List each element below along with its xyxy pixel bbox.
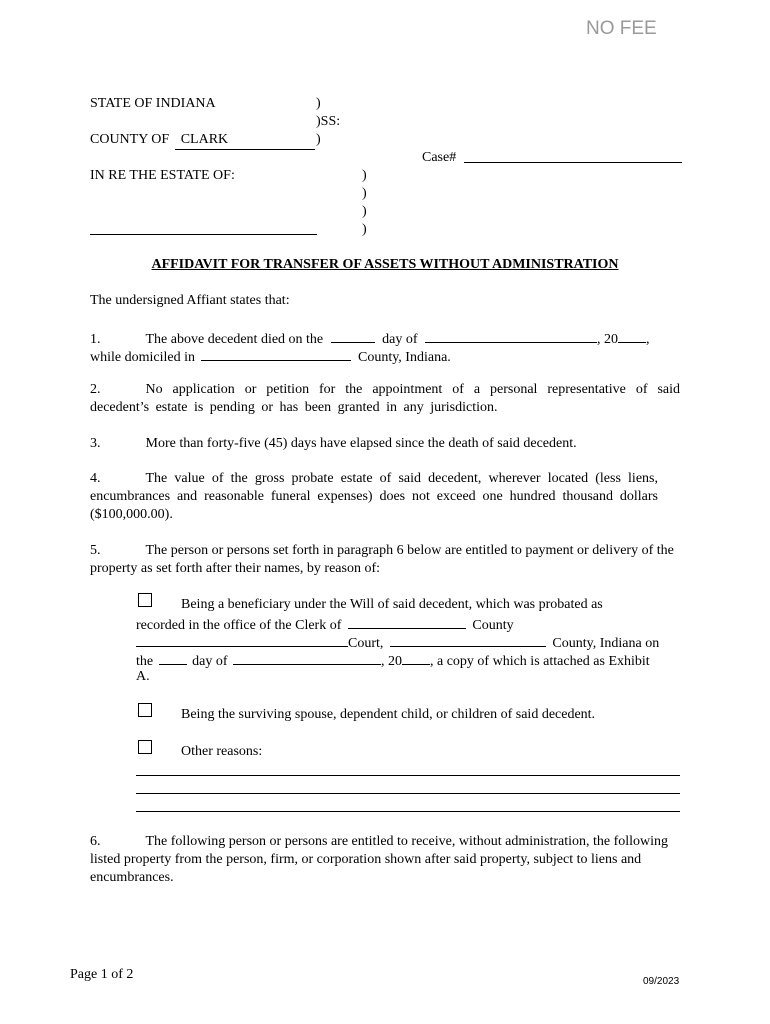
paragraph-2 — [90, 381, 680, 417]
p1-text-f: County, Indiana. — [357, 350, 451, 365]
option-1-text: County — [472, 618, 514, 633]
paragraph-6-text: The following person or persons are entitled to receive, without administration, the following listed property from the person, firm, or corporation shown after said property, subject to liens and encumbrances. — [90, 834, 669, 885]
estate-label: IN RE THE ESTATE OF: — [90, 168, 235, 183]
county-field[interactable] — [175, 131, 315, 150]
intro-text: The undersigned Affiant states that: — [90, 293, 290, 308]
caption-paren: ) — [362, 204, 367, 219]
p1-text-b: day of — [382, 332, 418, 347]
other-reasons-line[interactable] — [136, 793, 680, 794]
paragraph-number: 3. — [90, 436, 101, 451]
probate-day-field[interactable] — [159, 650, 187, 665]
caption-paren: ) — [362, 168, 367, 183]
paragraph-number: 1. — [90, 332, 101, 347]
case-number-field[interactable] — [464, 162, 682, 163]
option-1-text: recorded in the office of the Clerk of — [136, 618, 342, 633]
paragraph-5 — [90, 542, 680, 578]
paragraph-5-text: The person or persons set forth in paragraph 6 below are entitled to payment or delivery of the property as set forth after their names, by reason of: — [90, 543, 674, 576]
no-fee-stamp: NO FEE — [586, 18, 657, 39]
other-reasons-checkbox[interactable] — [138, 740, 152, 754]
option-1-text: County, Indiana on — [552, 636, 660, 651]
p1-text-e: while domiciled in — [90, 350, 195, 365]
paragraph-number: 6. — [90, 834, 101, 849]
probate-year-field[interactable] — [402, 650, 430, 665]
p1-text-d: , — [646, 332, 650, 347]
paragraph-4-text: The value of the gross probate estate of said decedent, wherever located (less liens, encumbrances and reasonable funeral expenses) does not exceed one hundred thousand dollars ($100,000.00). — [90, 471, 658, 522]
probate-month-field[interactable] — [233, 650, 381, 665]
other-reasons-line[interactable] — [136, 811, 680, 812]
option-1-line-1: Being a beneficiary under the Will of said decedent, which was probated as — [181, 597, 603, 612]
court-county-field[interactable] — [390, 632, 546, 647]
p1-text-a: The above decedent died on the — [145, 332, 324, 347]
caption-paren: ) — [316, 96, 321, 111]
option-2-text: Being the surviving spouse, dependent child, or children of said decedent. — [181, 707, 596, 722]
paragraph-number: 5. — [90, 543, 101, 558]
death-day-field[interactable] — [331, 328, 375, 343]
paragraph-3 — [90, 435, 577, 453]
p1-text-c: , 20 — [597, 332, 619, 347]
other-reasons-line[interactable] — [136, 775, 680, 776]
beneficiary-checkbox[interactable] — [138, 593, 152, 607]
caption-paren: ) — [362, 186, 367, 201]
paragraph-number: 2. — [90, 382, 101, 397]
court-field[interactable] — [136, 632, 348, 647]
county-label: COUNTY OF — [90, 132, 170, 147]
page-number: Page 1 of 2 — [70, 967, 134, 982]
surviving-spouse-checkbox[interactable] — [138, 703, 152, 717]
decedent-name-field[interactable] — [90, 234, 317, 235]
paragraph-3-text: More than forty-five (45) days have elapsed since the death of said decedent. — [145, 436, 577, 451]
form-revision-date: 09/2023 — [643, 976, 680, 987]
option-1-text: , a copy of which is attached as Exhibit — [430, 654, 650, 669]
paragraph-4 — [90, 470, 658, 524]
option-3-text: Other reasons: — [181, 744, 263, 759]
caption-paren: ) — [316, 132, 321, 147]
domicile-county-field[interactable] — [201, 346, 351, 361]
ss-label: )SS: — [316, 114, 341, 129]
death-month-field[interactable] — [425, 328, 597, 343]
death-year-field[interactable] — [618, 328, 646, 343]
option-1-line-4 — [136, 650, 650, 671]
caption-paren: ) — [362, 222, 367, 237]
option-1-text: Court, — [348, 636, 384, 651]
county-line — [90, 131, 315, 150]
option-1-text: day of — [192, 654, 228, 669]
paragraph-number: 4. — [90, 471, 101, 486]
paragraph-1-line-2 — [90, 346, 451, 367]
case-label: Case# — [422, 150, 457, 165]
county-value: CLARK — [180, 132, 229, 147]
paragraph-6 — [90, 833, 682, 887]
option-1-line-5: A. — [136, 669, 150, 684]
option-1-text: the — [136, 654, 154, 669]
document-title: AFFIDAVIT FOR TRANSFER OF ASSETS WITHOUT ADMINISTRATION — [151, 257, 619, 272]
state-label: STATE OF INDIANA — [90, 96, 216, 111]
option-1-text: , 20 — [381, 654, 402, 669]
clerk-county-field[interactable] — [348, 614, 466, 629]
paragraph-2-text: No application or petition for the appointment of a personal representative of said decedent’s estate is pending or has been granted in any jurisdiction. — [90, 382, 680, 415]
